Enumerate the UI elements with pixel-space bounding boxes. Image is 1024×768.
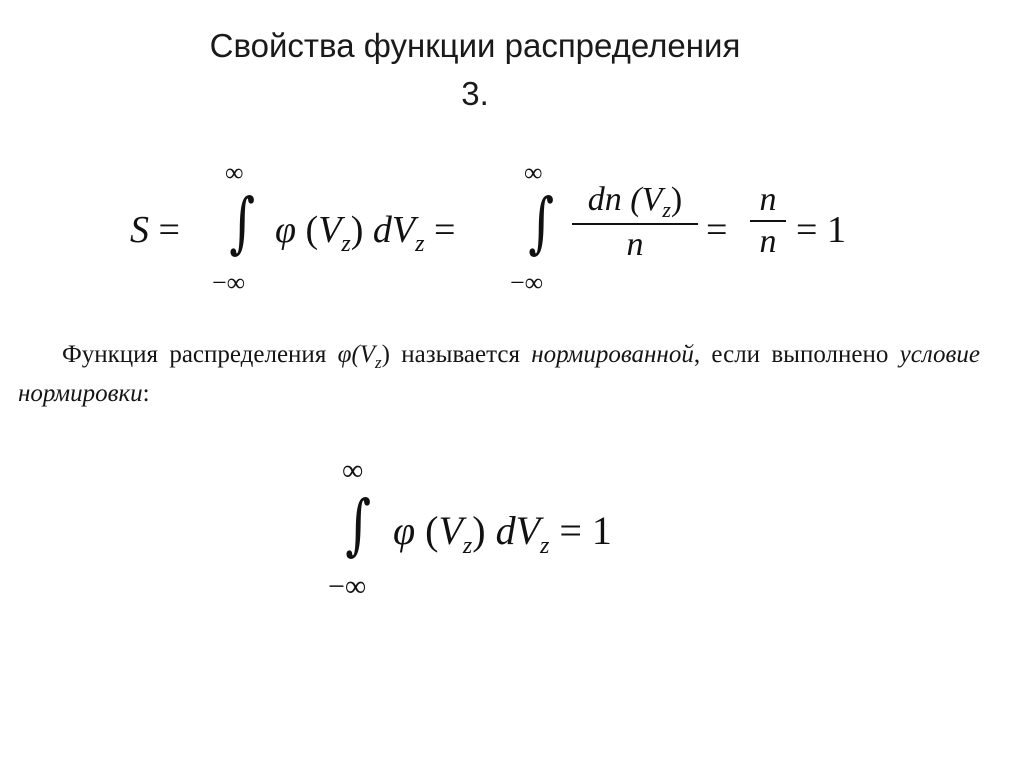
term-normalized: нормированной <box>531 341 694 368</box>
eq1-equals-4: = <box>796 209 818 251</box>
eq2-diff-sub: z <box>540 533 550 559</box>
eq1-frac2-den: n <box>759 223 777 260</box>
eq2-var: V <box>438 508 463 553</box>
eq1-int1-upper-limit: ∞ <box>225 158 244 187</box>
eq1-frac-den: n <box>626 226 644 263</box>
eq1-differential: dV <box>372 209 416 251</box>
eq1-integral-sign-2: ∫ <box>528 184 555 261</box>
eq1-func: φ <box>275 209 297 251</box>
eq1-equals-2: = <box>433 209 456 251</box>
term-normalization-condition: условие нормировки <box>18 341 980 407</box>
slide-title <box>0 22 950 118</box>
eq2-lower-limit: −∞ <box>328 570 367 603</box>
eq1-var-sub: z <box>341 231 351 257</box>
eq1-equals-3: = <box>706 209 728 251</box>
eq2-var-sub: z <box>462 533 473 559</box>
slide-title-line2: 3. <box>461 75 489 112</box>
eq1-equals-1: = <box>158 209 180 251</box>
eq1-int2-lower-limit: −∞ <box>510 268 544 297</box>
normalization-condition-equation: ∞ ∫ −∞ φ $(V_z) dV_z = 1$ <box>328 454 612 603</box>
eq1-fraction-1: dn $(V_z)$ n <box>572 180 698 265</box>
eq1-int1-lower-limit: −∞ <box>212 268 246 297</box>
eq1-result: 1 <box>826 209 846 251</box>
eq1-frac2-num: n <box>759 181 777 218</box>
eq2-result: 1 <box>591 508 612 553</box>
slide-title-line1: Свойства функции распределения <box>209 27 741 64</box>
eq1-lhs: S <box>130 209 149 251</box>
eq2-upper-limit: ∞ <box>342 454 364 487</box>
eq1-var: V <box>318 209 342 251</box>
eq2-func: φ <box>393 508 416 553</box>
normalization-equation-expanded: S = ∞ ∫ −∞ φ $(V_z) dV_z$ = ∞ ∫ −∞ dn $(V_z)$ n = n n = 1 <box>130 158 846 297</box>
eq1-frac-num: dn (V <box>587 181 663 218</box>
normalization-definition-text: Функция распределения $\varphi(V_z)$ называется нормированной, если выполнено условие нормировки: <box>18 341 980 407</box>
eq1-int2-upper-limit: ∞ <box>524 158 543 187</box>
eq1-fraction-2 <box>750 180 786 262</box>
eq1-diff-sub: z <box>415 231 425 257</box>
eq2-integral-sign: ∫ <box>345 486 372 563</box>
eq1-integral-sign-1: ∫ <box>229 184 256 261</box>
para-func-expr: φ(V <box>337 341 376 368</box>
eq2-differential: dV <box>495 508 541 553</box>
eq1-frac-num-sub: z <box>662 197 671 222</box>
